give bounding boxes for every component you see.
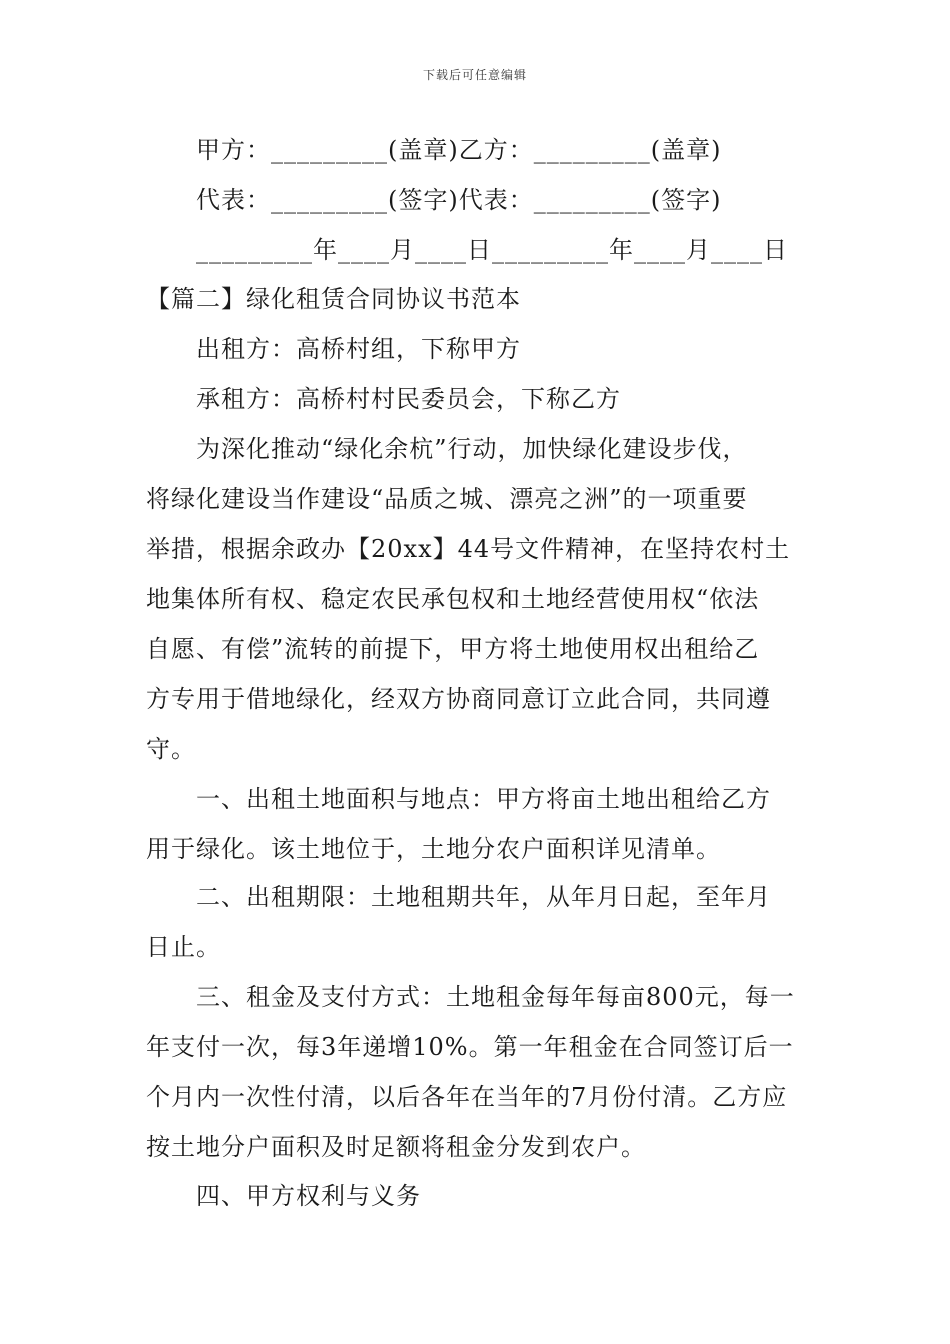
clause-2-line: 二、出租期限：土地租期共年，从年月日起，至年月: [196, 883, 771, 911]
section-title: 【篇二】绿化租赁合同协议书范本: [146, 285, 521, 313]
clause-1-line: 一、出租土地面积与地点：甲方将亩土地出租给乙方: [196, 785, 771, 813]
preamble-line: 自愿、有偿”流转的前提下，甲方将土地使用权出租给乙: [146, 635, 760, 663]
preamble-line: 地集体所有权、稳定农民承包权和土地经营使用权“依法: [146, 585, 760, 613]
representative-signature-line: 代表：_________(签字)代表：_________(签字): [196, 186, 722, 214]
preamble-line: 守。: [146, 735, 196, 763]
lessee-line: 承租方：高桥村村民委员会，下称乙方: [196, 385, 621, 413]
clause-3-line: 年支付一次，每3年递增10%。第一年租金在合同签订后一: [146, 1033, 794, 1061]
preamble-line: 将绿化建设当作建设“品质之城、漂亮之洲”的一项重要: [146, 485, 748, 513]
clause-4-title: 四、甲方权利与义务: [196, 1182, 421, 1210]
clause-3-line: 按土地分户面积及时足额将租金分发到农户。: [146, 1133, 646, 1161]
preamble-line: 方专用于借地绿化，经双方协商同意订立此合同，共同遵: [146, 685, 771, 713]
date-line: _________年____月____日_________年____月____日: [196, 236, 788, 264]
clause-2-line: 日止。: [146, 933, 221, 961]
party-signature-line: 甲方：_________(盖章)乙方：_________(盖章): [196, 136, 722, 164]
header-note: 下载后可任意编辑: [422, 68, 527, 82]
preamble-line: 为深化推动“绿化余杭”行动，加快绿化建设步伐，: [196, 435, 748, 463]
lessor-line: 出租方：高桥村组，下称甲方: [196, 335, 521, 363]
clause-3-line: 三、租金及支付方式：土地租金每年每亩800元，每一: [196, 983, 795, 1011]
clause-1-line: 用于绿化。该土地位于，土地分农户面积详见清单。: [146, 835, 721, 863]
preamble-line: 举措，根据余政办【20xx】44号文件精神，在坚持农村土: [146, 535, 791, 563]
clause-3-line: 个月内一次性付清，以后各年在当年的7月份付清。乙方应: [146, 1083, 788, 1111]
